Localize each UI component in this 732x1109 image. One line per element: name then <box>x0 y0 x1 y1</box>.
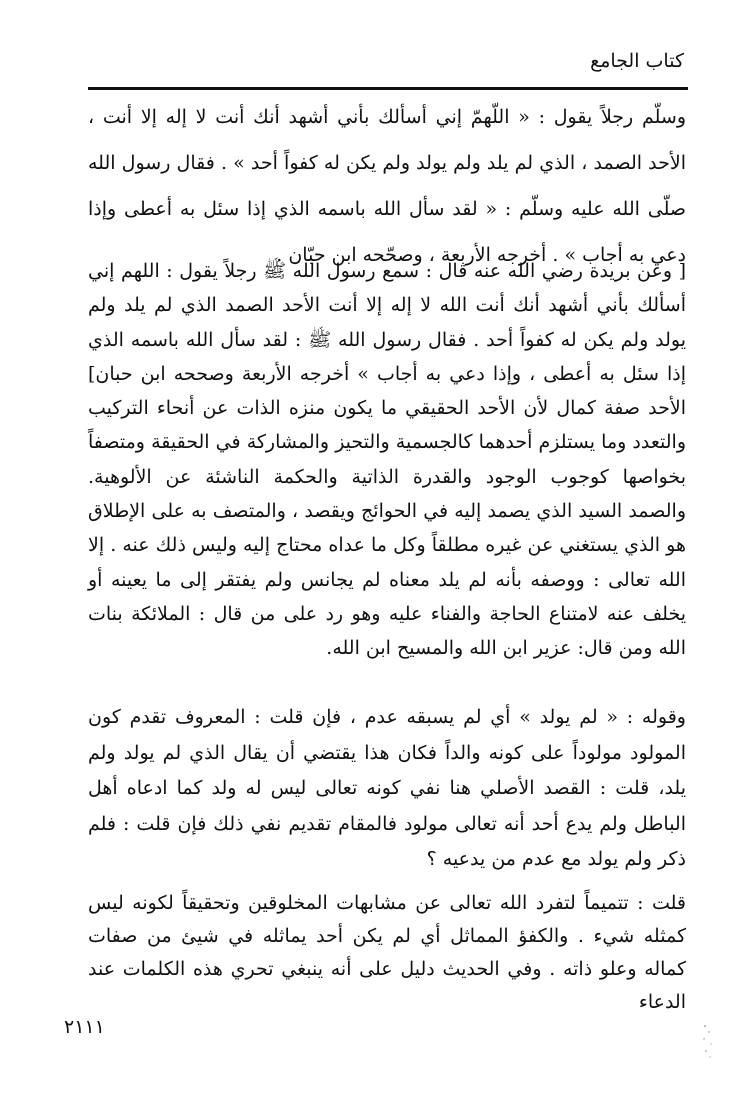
chapter-title: كتاب الجامع <box>590 50 684 72</box>
hadith-text <box>88 94 686 278</box>
commentary-paragraph: [ وعن بريدة رضي الله عنه قال : سمع رسول الله ﷺ رجلاً يقول : اللهم إني أسألك بأني أشهد أنك أنت الله لا إله إلا أنت الأحد الصمد الذي لم يلد ولم يولد ولم يكن له كفواً أحد . فقال رسول الله ﷺ : لقد سأل الله باسمه الذي إذا سئل به أعطى ، وإذا دعي به أجاب » أخرجه الأربعة وصححه ابن حبان] الأحد صفة كمال لأن الأحد الحقيقي ما يكون منزه الذات عن أنحاء التركيب والتعدد وما يستلزم أحدهما كالجسمية والتحيز والمشاركة في الحقيقة ومتصفاً بخواصها كوجوب الوجود والقدرة الذاتية والحكمة الناشئة عن الألوهية. والصمد السيد الذي يصمد إليه في الحوائج ويقصد ، والمتصف به على الإطلاق هو الذي يستغني عن غيره مطلقاً وكل ما عداه محتاج إليه وليس ذلك عنه . إلا الله تعالى : ووصفه بأنه لم يلد معناه لم يجانس ولم يفتقر إلى ما يعينه أو يخلف عنه لامتناع الحاجة والفناء عليه وهو رد على من قال : الملائكة بنات الله ومن قال: عزير ابن الله والمسيح ابن الله. <box>88 260 686 660</box>
scan-speckle-icon <box>700 1022 720 1062</box>
page-number: ٢١١١ <box>64 1016 105 1038</box>
hadith-paragraph: وسلّم رجلاً يقول : « اللّهمّ إني أسألك بأني أشهد أنك أنت لا إله إلا أنت ، الأحد الصمد ، الذي لم يلد ولم يولد ولم يكن له كفواً أحد » . فقال رسول الله صلّى الله عليه وسلّم : « لقد سأل الله باسمه الذي إذا سئل به أعطى وإذا دعي به أجاب » . أخرجه الأربعة ، وصحّحه ابن حبّان . <box>88 106 686 266</box>
question-answer-text <box>88 700 686 878</box>
conclusion-text <box>88 887 686 1019</box>
header-divider <box>88 87 688 90</box>
conclusion-paragraph: قلت : تتميماً لتفرد الله تعالى عن مشابهات المخلوقين وتحقيقاً لكونه ليس كمثله شيء . والكفؤ المماثل أي لم يكن أحد يماثله في شيئ من صفات كماله وعلو ذاته . وفي الحديث دليل على أنه ينبغي تحري هذه الكلمات عند الدعاء <box>88 892 686 1013</box>
commentary-text <box>88 254 686 666</box>
question-paragraph: وقوله : « لم يولد » أي لم يسبقه عدم ، فإن قلت : المعروف تقدم كون المولود مولوداً على كونه والداً فكان هذا يقتضي أن يقال الذي لم يولد ولم يلد، قلت : القصد الأصلي هنا نفي كونه تعالى ليس له ولد كما ادعاه أهل الباطل ولم يدع أحد أنه تعالى مولود فالمقام تقديم نفي ذلك فإن قلت : فلم ذكر ولم يولد مع عدم من يدعيه ؟ <box>88 706 686 870</box>
